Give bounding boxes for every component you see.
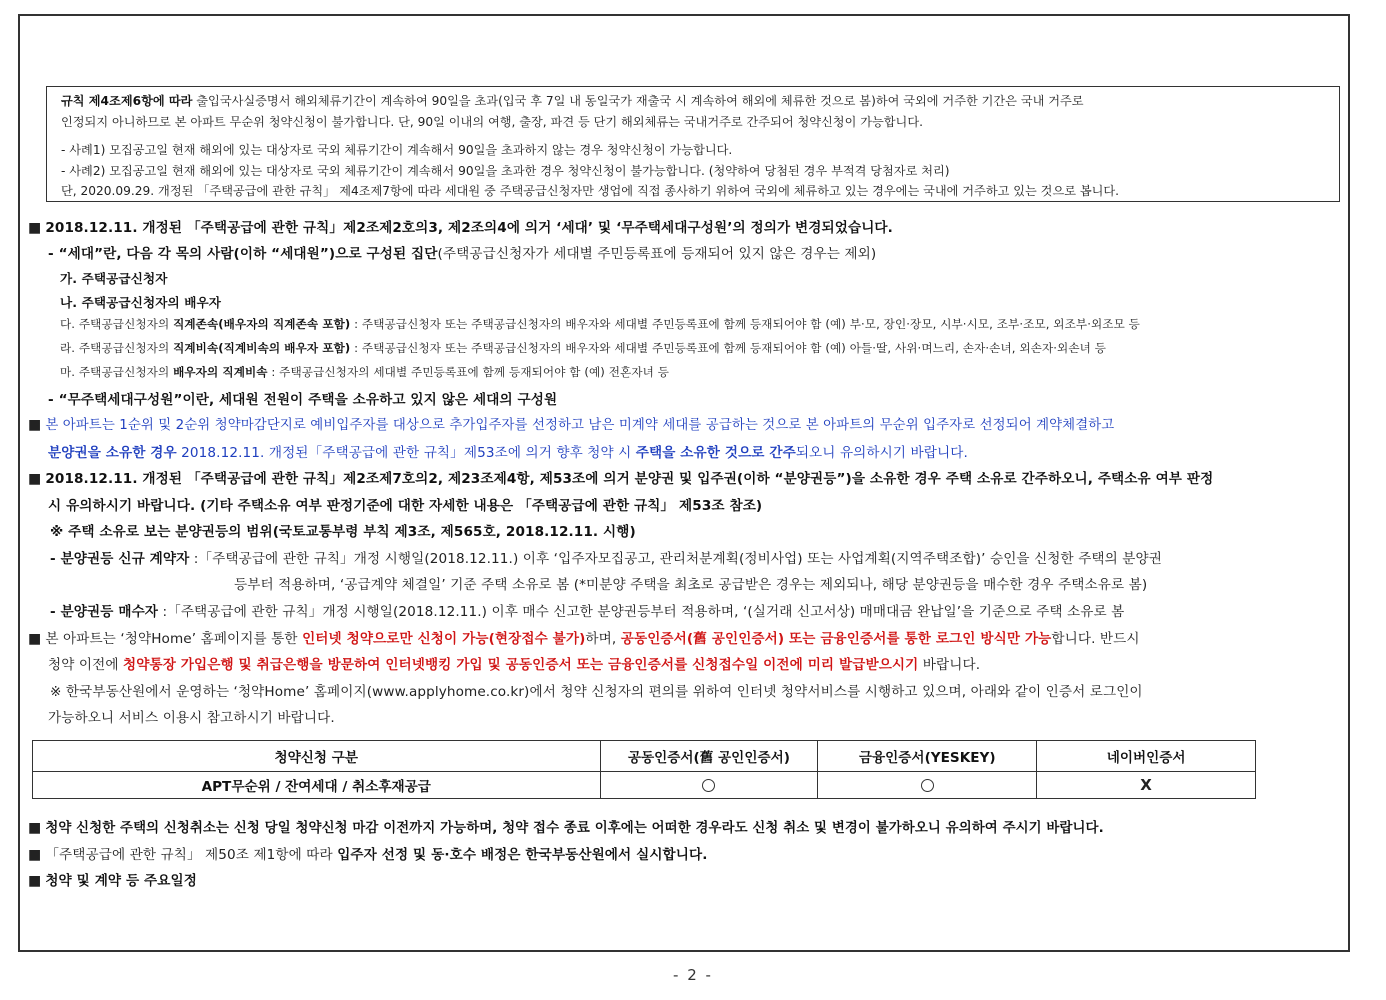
- applyhome-note-line-2: 가능하오니 서비스 이용시 참고하시기 바랍니다.: [48, 710, 335, 726]
- item-na: 나. 주택공급신청자의 배우자: [60, 295, 222, 310]
- bullet-square-icon: ■: [28, 417, 42, 433]
- section-presale-right-notice: ■ 본 아파트는 1순위 및 2순위 청약마감단지로 예비입주자를 대상으로 추가입주자를 선정하고 남은 미계약 세대를 공급하는 것으로 본 아파트의 무순위 입주자로 선정되어 계약체결하고: [28, 417, 1115, 433]
- online-application-line-2: 청약 이전에 청약통장 가입은행 및 취급은행을 방문하여 인터넷뱅킹 가입 및 공동인증서 또는 금융인증서를 신청접수일 이전에 미리 발급받으시기 바랍니다.: [48, 657, 981, 673]
- section-online-application: ■ 본 아파트는 ‘청약Home’ 홈페이지를 통한 인터넷 청약으로만 신청이 가능(현장접수 불가)하며, 공동인증서(舊 공인인증서) 또는 금융인증서를 통한 로그인 방식만 가능합니다. 반드시: [28, 631, 1140, 647]
- notice-case-1: - 사례1) 모집공고일 현재 해외에 있는 대상자로 국외 체류기간이 계속해서 90일을 초과하지 않는 경우 청약신청이 가능합니다.: [61, 143, 733, 157]
- table-header: 공동인증서(舊 공인인증서): [600, 741, 818, 772]
- notice-box: [46, 86, 1340, 202]
- household-definition: - “세대”란, 다음 각 목의 사람(이하 “세대원”)으로 구성된 집단(주택공급신청자가 세대별 주민등록표에 등재되어 있지 않은 경우는 제외): [48, 246, 877, 262]
- bullet-square-icon: ■: [28, 820, 42, 836]
- item-ra: 라. 주택공급신청자의 직계비속(직계비속의 배우자 포함) : 주택공급신청자 또는 주택공급신청자의 배우자와 세대별 주민등록표에 함께 등재되어야 함 (예) 아들·딸, 사위·며느리, 손자·손녀, 외손자·외손녀 등: [60, 341, 1107, 355]
- notice-line-1: [61, 91, 1327, 112]
- bullet-square-icon: ■: [28, 471, 42, 487]
- bullet-square-icon: ■: [28, 631, 42, 647]
- circle-available-icon: [921, 779, 934, 792]
- table-cell-naver-cert: X: [1037, 772, 1256, 799]
- table-cell-category: APT무순위 / 잔여세대 / 취소후재공급: [33, 772, 601, 799]
- table-cell-joint-cert: [600, 772, 818, 799]
- presale-scope-note: ※ 주택 소유로 보는 분양권등의 범위(국토교통부령 부칙 제3조, 제565호, 2018.12.11. 시행): [50, 524, 636, 540]
- table-header: 네이버인증서: [1037, 741, 1256, 772]
- certificate-table: [32, 740, 1256, 799]
- table-cell-financial-cert: [818, 772, 1037, 799]
- notice-text: 출입국사실증명서 해외체류기간이 계속하여 90일을 초과(입국 후 7일 내 동일국가 재출국 시 계속하여 해외에 체류한 것으로 봄)하여 국외에 거주한 기간은 국내 거주로: [192, 94, 1084, 108]
- item-ga: 가. 주택공급신청자: [60, 271, 168, 286]
- new-contractor-rule: - 분양권등 신규 계약자 :「주택공급에 관한 규칙」개정 시행일(2018.12.11.) 이후 ‘입주자모집공고, 관리처분계획(정비사업) 또는 사업계획(지역주택조합)’ 승인을 신청한 주택의 분양권: [50, 551, 1163, 567]
- section-winner-selection: ■ 「주택공급에 관한 규칙」 제50조 제1항에 따라 입주자 선정 및 동·호수 배정은 한국부동산원에서 실시합니다.: [28, 847, 708, 863]
- presale-right-notice-line-2: 분양권을 소유한 경우 2018.12.11. 개정된「주택공급에 관한 규칙」제53조에 의거 향후 청약 시 주택을 소유한 것으로 간주되오니 유의하시기 바랍니다.: [48, 445, 968, 461]
- bullet-square-icon: ■: [28, 220, 42, 236]
- circle-available-icon: [702, 779, 715, 792]
- table-header: 금융인증서(YESKEY): [818, 741, 1037, 772]
- new-contractor-rule-line-2: 등부터 적용하며, ‘공급계약 체결일’ 기준 주택 소유로 봄 (*미분양 주택을 최초로 공급받은 경우는 제외되나, 해당 분양권등을 매수한 경우 주택소유로 봄): [234, 577, 1148, 593]
- table-row: [33, 772, 1256, 799]
- notice-exception: 단, 2020.09.29. 개정된 「주택공급에 관한 규칙」 제4조제7항에 따라 세대원 중 주택공급신청자만 생업에 직접 종사하기 위하여 국외에 체류하고 있는 경우에는 국내에 거주하고 있는 것으로 봅니다.: [61, 184, 1120, 198]
- section-cancellation: ■ 청약 신청한 주택의 신청취소는 신청 당일 청약신청 마감 이전까지 가능하며, 청약 접수 종료 이후에는 어떠한 경우라도 신청 취소 및 변경이 불가하오니 유의하여 주시기 바랍니다.: [28, 820, 1104, 836]
- applyhome-note: ※ 한국부동산원에서 운영하는 ‘청약Home’ 홈페이지(www.applyhome.co.kr)에서 청약 신청자의 편의를 위하여 인터넷 청약서비스를 시행하고 있으며, 아래와 같이 인증서 로그인이: [50, 684, 1143, 700]
- notice-case-2: - 사례2) 모집공고일 현재 해외에 있는 대상자로 국외 체류기간이 계속해서 90일을 초과한 경우 청약신청이 불가능합니다. (청약하여 당첨된 경우 부적격 당첨자로 처리): [61, 163, 950, 178]
- section-presale-ownership-title: ■ 2018.12.11. 개정된 「주택공급에 관한 규칙」제2조제7호의2, 제23조제4항, 제53조에 의거 분양권 및 입주권(이하 “분양권등”)을 소유한 경우 주택 소유로 간주하오니, 주택소유 여부 판정: [28, 471, 1214, 487]
- section-household-definition-title: ■ 2018.12.11. 개정된 「주택공급에 관한 규칙」제2조제2호의3, 제2조의4에 의거 ‘세대’ 및 ‘무주택세대구성원’의 정의가 변경되었습니다.: [28, 220, 893, 236]
- bullet-square-icon: ■: [28, 873, 42, 889]
- no-house-member-definition: - “무주택세대구성원”이란, 세대원 전원이 주택을 소유하고 있지 않은 세대의 구성원: [48, 392, 558, 408]
- page-number: - 2 -: [673, 966, 713, 984]
- table-header-row: [33, 741, 1256, 772]
- buyer-rule: - 분양권등 매수자 :「주택공급에 관한 규칙」개정 시행일(2018.12.11.) 이후 매수 신고한 분양권등부터 적용하며, ‘(실거래 신고서상) 매매대금 완납일’을 기준으로 주택 소유로 봄: [50, 604, 1125, 620]
- item-ma: 마. 주택공급신청자의 배우자의 직계비속 : 주택공급신청자의 세대별 주민등록표에 함께 등재되어야 함 (예) 전혼자녀 등: [60, 365, 670, 379]
- section-schedule-title: ■ 청약 및 계약 등 주요일정: [28, 873, 197, 889]
- notice-line-2: 인정되지 아니하므로 본 아파트 무순위 청약신청이 불가합니다. 단, 90일 이내의 여행, 출장, 파견 등 단기 해외체류는 국내거주로 간주되어 청약신청이 가능합니다.: [61, 114, 923, 129]
- presale-ownership-line-2: 시 유의하시기 바랍니다. (기타 주택소유 여부 판정기준에 대한 자세한 내용은 「주택공급에 관한 규칙」 제53조 참조): [48, 498, 763, 514]
- table-header: 청약신청 구분: [33, 741, 601, 772]
- bullet-square-icon: ■: [28, 847, 42, 863]
- item-da: 다. 주택공급신청자의 직계존속(배우자의 직계존속 포함) : 주택공급신청자 또는 주택공급신청자의 배우자와 세대별 주민등록표에 함께 등재되어야 함 (예) 부·모, 장인·장모, 시부·시모, 조부·조모, 외조부·외조모 등: [60, 317, 1140, 331]
- notice-rule-ref: 규칙 제4조제6항에 따라: [61, 94, 193, 108]
